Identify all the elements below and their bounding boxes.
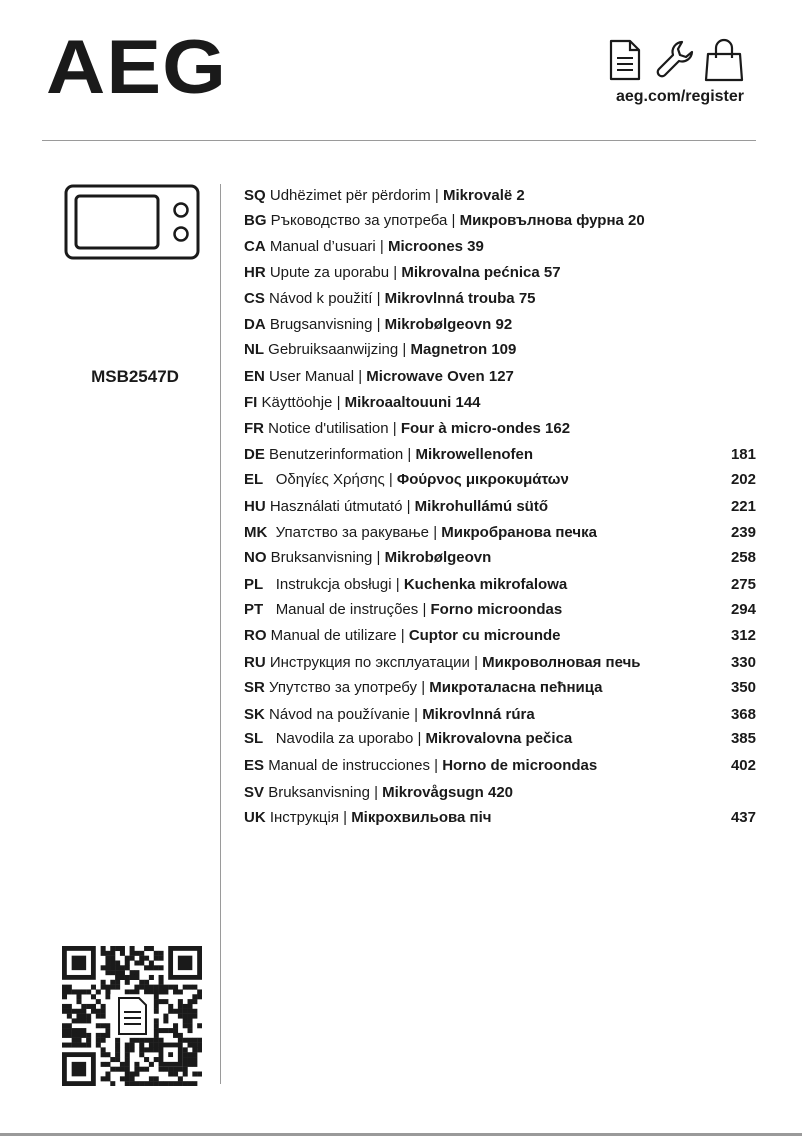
lang-title: Manual de utilizare [270,627,397,644]
lang-row-da[interactable]: DA Brugsanvisning | Mikrobølgeovn 92 [244,316,513,333]
lang-product: Microwave Oven 127 [366,368,514,385]
lang-product: Horno de microondas [442,757,598,774]
lang-page: 437 [730,809,756,826]
lang-product: Microones 39 [387,238,484,255]
lang-title: Упатство за ракување [275,524,430,541]
lang-code: SV [244,784,265,801]
lang-title: Instrukcja obsługi [275,576,392,593]
lang-title: Návod na používanie [269,706,410,723]
lang-code: ES [244,757,265,774]
lang-row-pt[interactable]: PT Manual de instruções | Forno microondas 294 [244,599,764,621]
lang-row-ru[interactable]: RU Инструкция по эксплуатации | Микроволновая печь 330 [244,652,764,674]
lang-product: Four à micro-ondes 162 [400,420,571,437]
lang-code: EN [244,368,265,385]
lang-row-es[interactable]: ES Manual de instrucciones | Horno de microondas 402 [244,755,764,777]
lang-title: Інструкція [269,809,339,826]
lang-row-hr[interactable]: HR Upute za uporabu | Mikrovalna pećnica 57 [244,264,561,281]
lang-row-sq[interactable]: SQ Udhëzimet për përdorim | Mikrovalë 2 [244,187,525,204]
header-divider [42,140,756,141]
lang-title: Benutzerinformation [269,446,404,463]
lang-title: Manual d’usuari [269,238,376,255]
lang-product: Mikrobølgeovn [384,549,492,566]
lang-product: Mikrohullámú sütő [414,498,548,515]
lang-code: SQ [244,187,266,204]
lang-code: FR [244,420,264,437]
aeg-logo: AEG [46,25,228,110]
lang-title: Οδηγίες Χρήσης [275,471,385,488]
lang-title: Gebruiksaanwijzing [268,341,399,358]
lang-page: 181 [730,446,756,463]
lang-code: EL [244,471,264,488]
lang-page: 312 [730,627,756,644]
lang-page: 330 [730,654,756,671]
lang-title: Udhëzimet për përdorim [269,187,431,204]
lang-row-bg[interactable]: BG Ръководство за употреба | Микровълнова фурна 20 [244,212,645,229]
lang-product: Mikrowellenofen [415,446,534,463]
lang-page: 258 [730,549,756,566]
lang-product: Микроталасна пећница [429,679,603,696]
lang-row-el[interactable]: EL Οδηγίες Χρήσης | Φούρνος μικροκυμάτων 202 [244,469,764,491]
lang-title: Bruksanvisning [268,784,370,801]
lang-row-mk[interactable]: MK Упатство за ракување | Микробранова печка 239 [244,522,764,544]
lang-title: Käyttöohje [261,394,333,411]
lang-title: Manual de instrucciones [268,757,430,774]
lang-row-nl[interactable]: NL Gebruiksaanwijzing | Magnetron 109 [244,341,517,358]
lang-product: Mikrovalovna pečica [425,730,573,747]
lang-code: RO [244,627,267,644]
register-link[interactable]: aeg.com/register [615,88,744,105]
lang-product: Forno microondas [430,601,563,618]
lang-page: 402 [730,757,756,774]
microwave-icon [64,184,200,260]
lang-product: Mikrobølgeovn 92 [384,316,513,333]
lang-title: Notice d'utilisation [268,420,389,437]
lang-page: 385 [730,730,756,747]
lang-title: Инструкция по эксплуатации [269,654,470,671]
column-divider [220,184,221,1084]
lang-code: NO [244,549,267,566]
lang-product: Mikrovalna pećnica 57 [401,264,561,281]
lang-title: Bruksanvisning [270,549,373,566]
lang-row-ca[interactable]: CA Manual d’usuari | Microones 39 [244,238,484,255]
lang-code: SK [244,706,265,723]
lang-code: FI [244,394,258,411]
lang-title: Ръководство за употреба [270,212,448,229]
lang-product: Мікрохвильова піч [351,809,492,826]
lang-title: Brugsanvisning [269,316,373,333]
wrench-icon [654,38,696,82]
lang-title: Manual de instruções [275,601,419,618]
lang-code: DA [244,316,266,333]
lang-row-de[interactable]: DE Benutzerinformation | Mikrowellenofen 181 [244,444,764,466]
lang-title: Navodila za uporabo [275,730,414,747]
lang-code: PL [244,576,264,593]
lang-row-uk[interactable]: UK Інструкція | Мікрохвильова піч 437 [244,807,764,829]
document-icon [608,38,642,82]
lang-row-sl[interactable]: SL Navodila za uporabo | Mikrovalovna pečica 385 [244,728,764,750]
lang-title: Upute za uporabu [269,264,390,281]
lang-row-sk[interactable]: SK Návod na používanie | Mikrovlnná rúra 368 [244,704,764,726]
lang-product: Kuchenka mikrofalowa [403,576,568,593]
lang-code: BG [244,212,267,229]
lang-code: RU [244,654,266,671]
lang-row-fi[interactable]: FI Käyttöohje | Mikroaaltouuni 144 [244,394,481,411]
lang-product: Mikrovågsugn 420 [382,784,514,801]
top-icons [606,38,746,86]
lang-row-sv[interactable]: SV Bruksanvisning | Mikrovågsugn 420 [244,784,514,801]
lang-code: HR [244,264,266,281]
model-number: MSB2547D [91,367,179,386]
lang-page: 239 [730,524,756,541]
lang-row-sr[interactable]: SR Упутство за употребу | Микроталасна пећница 350 [244,677,764,699]
lang-code: SL [244,730,264,747]
lang-product: Cuptor cu microunde [408,627,561,644]
lang-code: DE [244,446,265,463]
lang-product: Mikrovlnná trouba 75 [384,290,536,307]
lang-page: 368 [730,706,756,723]
lang-product: Микроволновая печь [482,654,641,671]
shopping-bag-icon [704,38,744,82]
lang-product: Magnetron 109 [410,341,517,358]
lang-row-en[interactable]: EN User Manual | Microwave Oven 127 [244,368,514,385]
lang-product: Mikrovlnná rúra [422,706,535,723]
lang-product: Mikrovalë 2 [443,187,525,204]
lang-page: 275 [730,576,756,593]
lang-page: 350 [730,679,756,696]
lang-code: HU [244,498,266,515]
lang-title: Használati útmutató [269,498,403,515]
lang-row-fr[interactable]: FR Notice d'utilisation | Four à micro-ondes 162 [244,420,571,437]
lang-product: Микробранова печка [441,524,597,541]
qr-document-icon [110,994,153,1037]
lang-code: UK [244,809,266,826]
lang-code: NL [244,341,264,358]
lang-code: SR [244,679,265,696]
qr-code [62,946,202,1086]
lang-code: MK [244,524,268,541]
lang-product: Φούρνος μικροκυμάτων [396,471,569,488]
lang-code: CA [244,238,266,255]
lang-row-cs[interactable]: CS Návod k použití | Mikrovlnná trouba 75 [244,290,536,307]
lang-row-ro[interactable]: RO Manual de utilizare | Cuptor cu microunde 312 [244,625,764,647]
lang-row-no[interactable]: NO Bruksanvisning | Mikrobølgeovn 258 [244,547,764,569]
lang-code: CS [244,290,265,307]
lang-page: 294 [730,601,756,618]
lang-title: Návod k použití [269,290,373,307]
lang-product: Mikroaaltouuni 144 [344,394,481,411]
lang-code: PT [244,601,264,618]
lang-title: User Manual [269,368,355,385]
lang-title: Упутство за употребу [269,679,418,696]
lang-row-hu[interactable]: HU Használati útmutató | Mikrohullámú sütő 221 [244,496,764,518]
lang-page: 221 [730,498,756,515]
lang-page: 202 [730,471,756,488]
lang-row-pl[interactable]: PL Instrukcja obsługi | Kuchenka mikrofalowa 275 [244,574,764,596]
lang-product: Микровълнова фурна 20 [459,212,645,229]
